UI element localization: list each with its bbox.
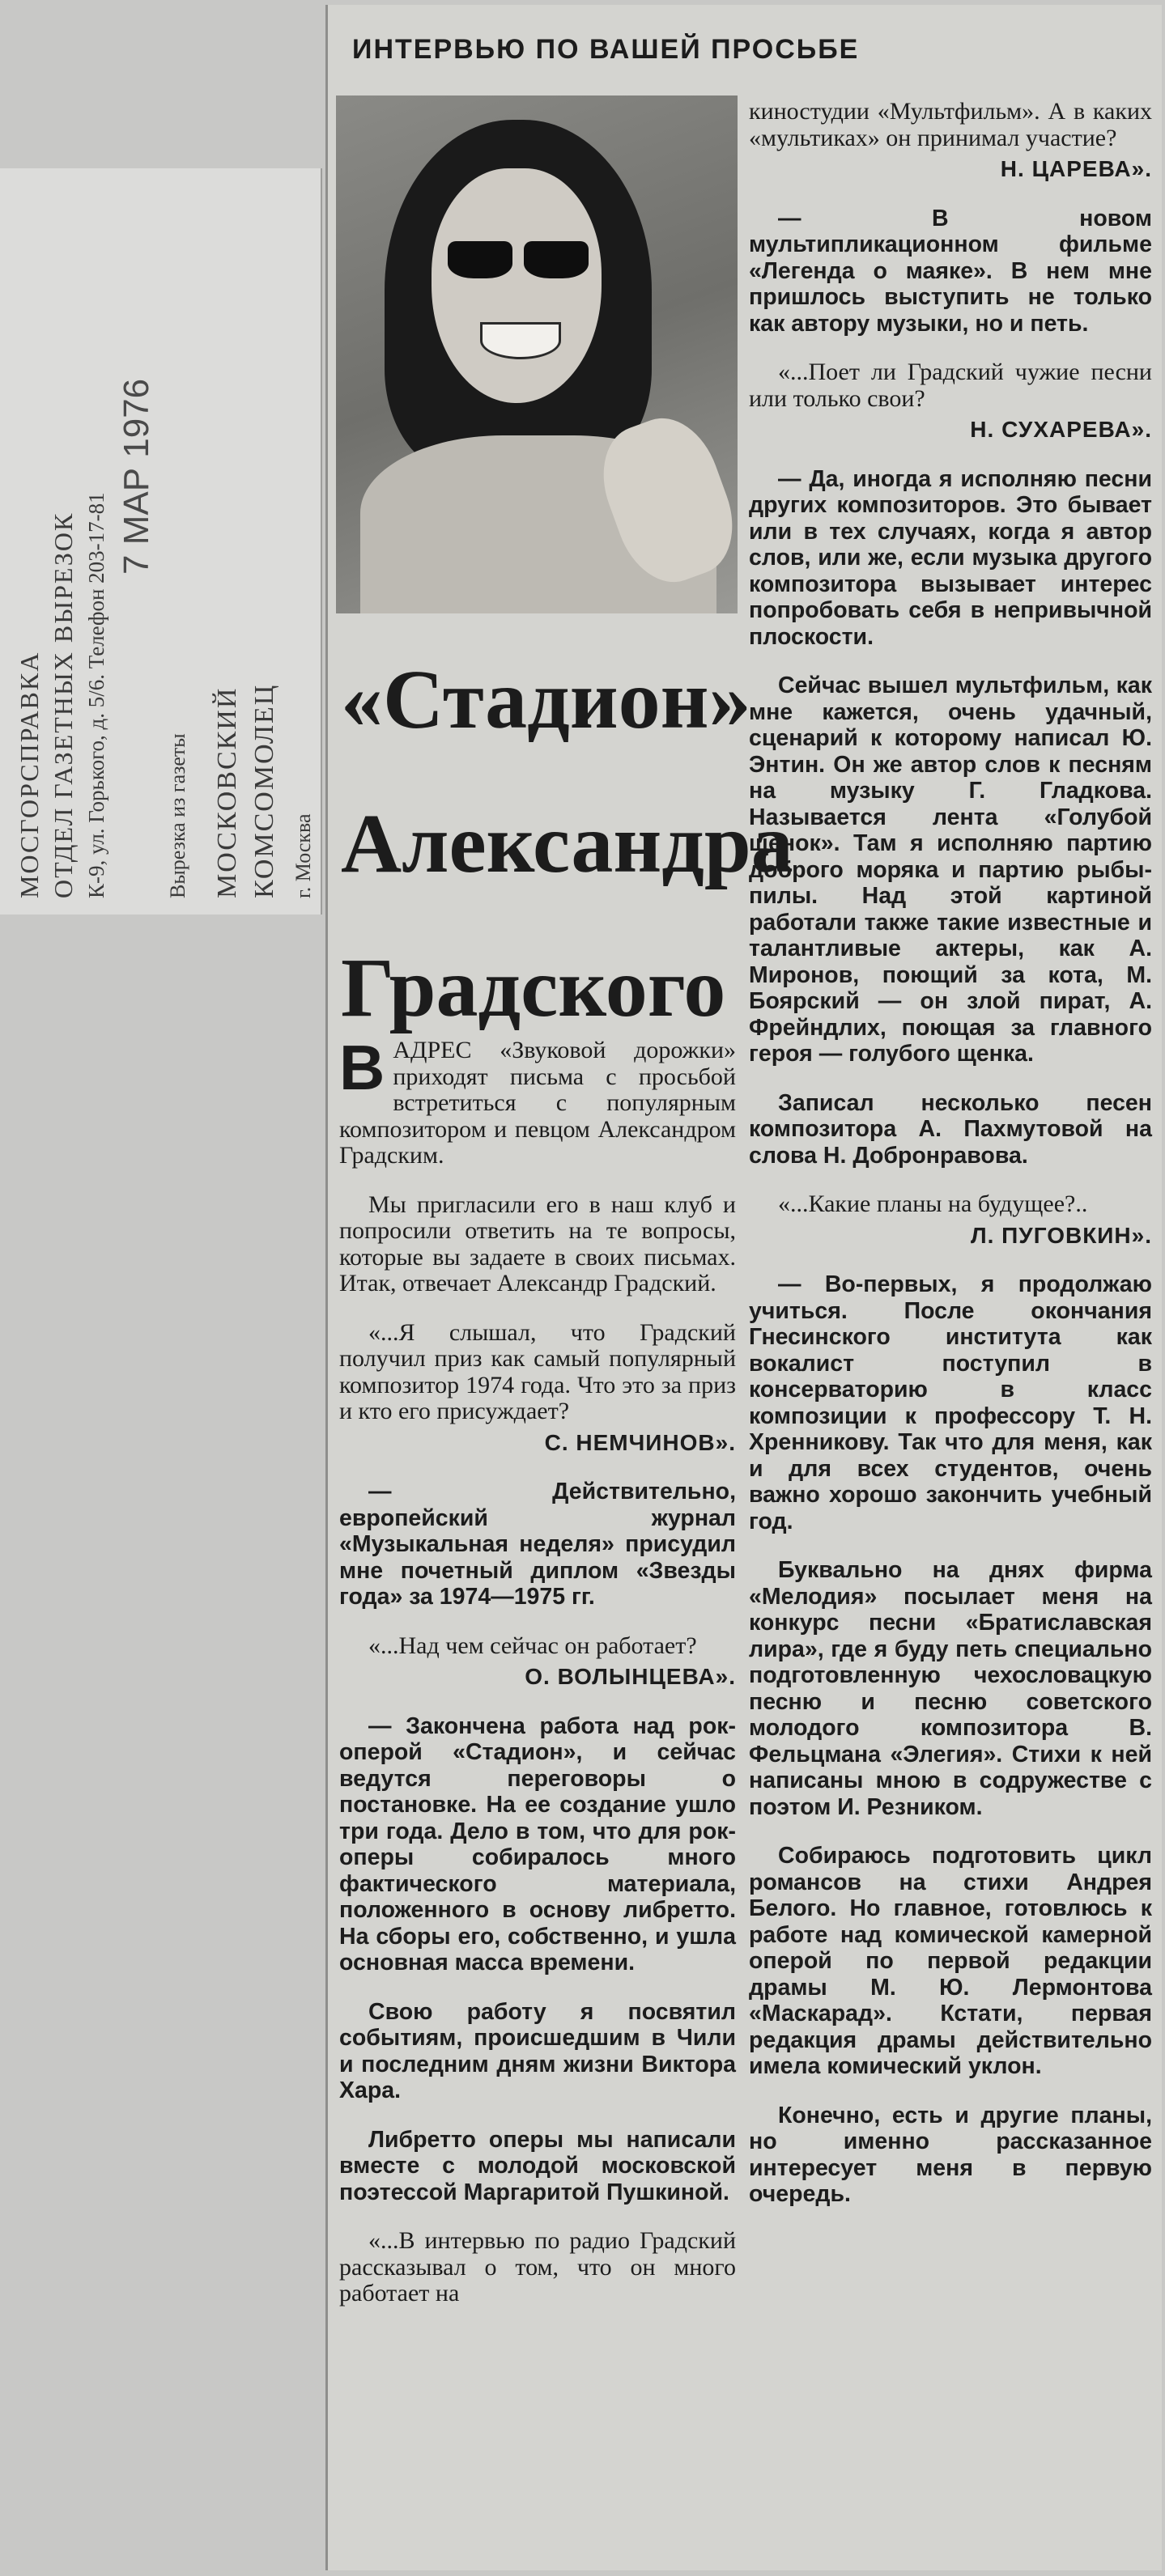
answer: — Действительно, европейский журнал «Музыкальная неделя» присудил мне почетный диплом «Звезды года» за 1974—1975 гг. [339, 1479, 736, 1610]
question: «...В интервью по радио Градский рассказывал о том, что он много работает на [339, 2227, 736, 2307]
question: «...Я слышал, что Градский получил приз как самый популярный композитор 1974 года. Что это за приз и кто его присуждает? [339, 1318, 736, 1424]
stamp-city: г. Москва [291, 813, 315, 898]
drop-cap: В [339, 1032, 385, 1103]
newspaper-clipping [325, 5, 1162, 2570]
article-column-2 [749, 99, 1152, 2230]
stamp-agency: МОСГОРСПРАВКА [15, 651, 44, 898]
question-signature: Н. ЦАРЕВА». [1000, 156, 1152, 181]
answer: — Закончена работа над рок-оперой «Стадион», и сейчас ведутся переговоры о постановке. На ее создание ушло три года. Дело в том, что для рок-оперы собиралось много фактического материала, положенного в основу либретто. На сборы его, собственно, и ушла основная масса времени. [339, 1712, 736, 1975]
newspaper-name-2: КОМСОМОЛЕЦ [249, 683, 279, 898]
article-column-1 [339, 1032, 736, 2330]
question-signature: Л. ПУГОВКИН». [970, 1222, 1152, 1248]
answer: Буквально на днях фирма «Мелодия» посылает меня на конкурс песни «Братиславская лира», где я буду петь специально подготовленную чехословацкую песню и песню советского молодого композитора В. Фельцмана «Элегия». Стихи к ней написаны мною в содружестве с поэтом И. Резником. [749, 1557, 1152, 1820]
answer: Либретто оперы мы написали вместе с молодой московской поэтессой Маргаритой Пушкиной. [339, 2126, 736, 2205]
answer: Конечно, есть и другие планы, но именно рассказанное интересует меня в первую очередь. [749, 2102, 1152, 2207]
portrait-photo [336, 95, 738, 613]
stamp-address: К-9, ул. Горького, д. 5/6. Телефон 203-17-81 [84, 492, 108, 898]
answer: Записал несколько песен композитора А. Пахмутовой на слова Н. Добронравова. [749, 1089, 1152, 1169]
paragraph: Мы пригласили его в наш клуб и попросили ответить на те вопросы, которые вы задаете в своих письмах. Итак, отвечает Александр Градский. [339, 1190, 736, 1296]
question: «...Над чем сейчас он работает? [368, 1632, 697, 1659]
answer: — Во-первых, я продолжаю учиться. После окончания Гнесинского института как вокалист поступил в консерваторию в класс композиции к профессору Т. Н. Хренникову. Так что для меня, как и для всех студентов, очень важно хорошо закончить учебный год. [749, 1271, 1152, 1534]
stamp-date: 7 МАР 1976 [117, 378, 156, 575]
answer: — В новом мультипликационном фильме «Легенда о маяке». В нем мне пришлось выступить не только как автору музыки, но и петь. [749, 205, 1152, 337]
newspaper-name-1: МОСКОВСКИЙ [212, 686, 242, 898]
question-signature: Н. СУХАРЕВА». [970, 417, 1152, 442]
sunglasses-icon [448, 241, 512, 278]
article-title: «Стадион» Александра Градского [341, 653, 793, 1034]
question: «...Поет ли Градский чужие песни или только свои? [749, 359, 1152, 412]
stamp-department: ОТДЕЛ ГАЗЕТНЫХ ВЫРЕЗОК [49, 511, 78, 898]
rubric-header: ИНТЕРВЬЮ ПО ВАШЕЙ ПРОСЬБЕ [352, 34, 860, 65]
answer: Сейчас вышел мультфильм, как мне кажется, очень удачный, сценарий к которому написал Ю. Энтин. Он же автор слов к песням на музыку Г. Гладкова. Называется лента «Голубой щенок». Там я исполняю партию доброго моряка и партию рыбы-пилы. Над этой картиной работали также такие известные и талантливые актеры, как А. Миронов, поющий за кота, М. Боярский — он злой пират, А. Фрейндлих, поющая за главного героя — голубого щенка. [749, 673, 1152, 1067]
lead-paragraph: В АДРЕС «Звуковой дорожки» приходят письма с просьбой встретиться с популярным композитором и певцом Александром Градским. [339, 1032, 736, 1169]
question-signature: С. НЕМЧИНОВ». [544, 1429, 736, 1455]
answer: — Да, иногда я исполняю песни других композиторов. Это бывает или в тех случаях, когда я автор слов, или же, если музыка другого композитора вызывает интерес попробовать себя в непривычной плоскости. [749, 465, 1152, 650]
question: киностудии «Мультфильм». А в каких «мультиках» он принимал участие? [749, 98, 1152, 151]
answer: Свою работу я посвятил событиям, происшедшим в Чили и последним дням жизни Виктора Хара. [339, 1998, 736, 2103]
question: «...Какие планы на будущее?.. [778, 1190, 1088, 1217]
answer: Собираюсь подготовить цикл романсов на стихи Андрея Белого. Но главное, готовлюсь к работе над комической камерной оперой по первой редакции драмы М. Ю. Лермонтова «Маскарад». Кстати, первая редакция драмы действительно имела комический уклон. [749, 1843, 1152, 2079]
stamp-label: Вырезка из газеты [166, 733, 189, 898]
question-signature: О. ВОЛЫНЦЕВА». [525, 1664, 736, 1689]
